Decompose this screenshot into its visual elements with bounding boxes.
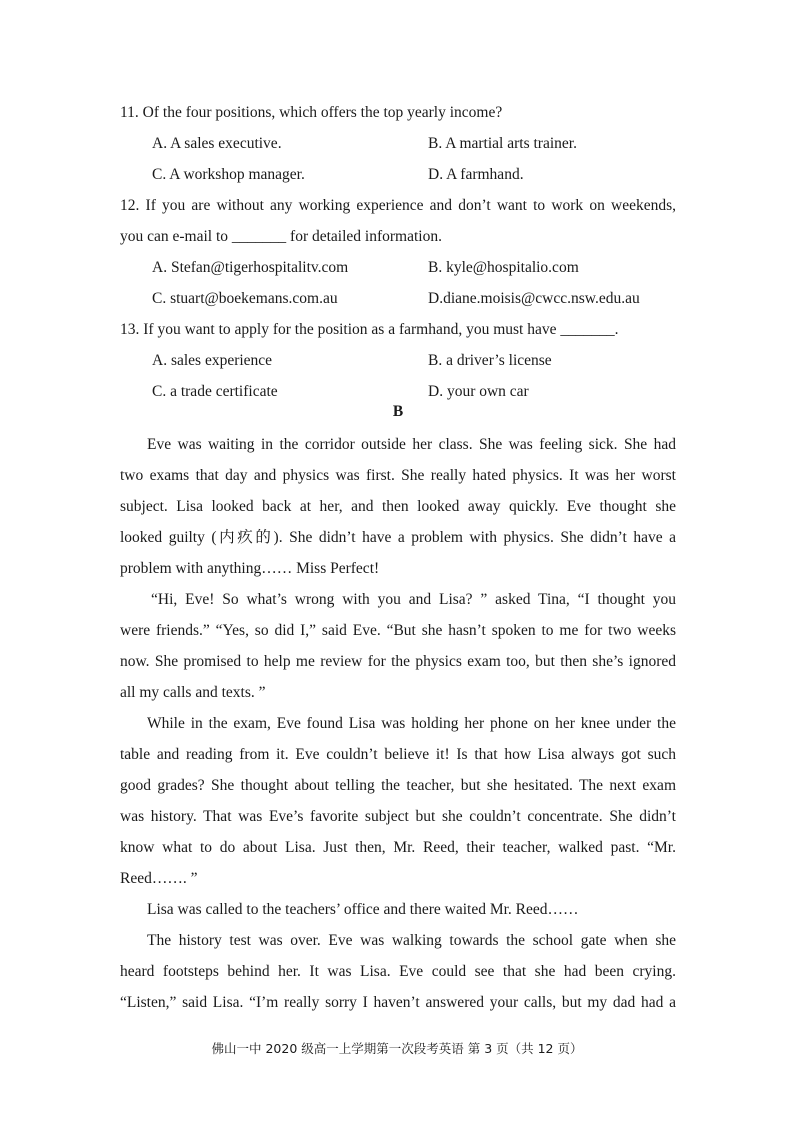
question-12-option-d: D.diane.moisis@cwcc.nsw.edu.au <box>428 290 640 307</box>
question-12-stem-line-1: 12. If you are without any working experience and don’t want to work on weekends, <box>120 197 676 214</box>
passage-line: all my calls and texts. ” <box>120 684 266 701</box>
passage-line: were friends.” “Yes, so did I,” said Eve. “But she hasn’t spoken to me for two weeks <box>120 622 676 639</box>
question-13-stem: 13. If you want to apply for the position as a farmhand, you must have _______. <box>120 321 619 338</box>
passage-line: While in the exam, Eve found Lisa was holding her phone on her knee under the <box>147 715 676 732</box>
question-13-options-row-2 <box>120 376 676 407</box>
passage-line: subject. Lisa looked back at her, and then looked away quickly. Eve thought she <box>120 498 676 515</box>
passage-line: table and reading from it. Eve couldn’t believe it! Is that how Lisa always got such <box>120 746 676 763</box>
page-footer: 佛山一中 2020 级高一上学期第一次段考英语 第 3 页（共 12 页） <box>211 1041 583 1056</box>
section-b-heading: B <box>392 403 404 420</box>
exam-page <box>120 97 676 1018</box>
question-13-option-a: A. sales experience <box>152 352 273 369</box>
question-11-option-c: C. A workshop manager. <box>152 166 305 183</box>
question-12-stem-line-2: you can e-mail to _______ for detailed information. <box>120 228 442 245</box>
passage-line: two exams that day and physics was first. She really hated physics. It was her worst <box>120 467 676 484</box>
passage-line: know what to do about Lisa. Just then, Mr. Reed, their teacher, walked past. “Mr. <box>120 839 676 856</box>
passage-line: was history. That was Eve’s favorite subject but she couldn’t concentrate. She didn’t <box>120 808 676 825</box>
passage-line: The history test was over. Eve was walking towards the school gate when she <box>147 932 676 949</box>
question-11-option-a: A. A sales executive. <box>152 135 282 152</box>
passage-line: Lisa was called to the teachers’ office and there waited Mr. Reed…… <box>147 901 579 918</box>
passage-line: heard footsteps behind her. It was Lisa. Eve could see that she had been crying. <box>120 963 676 980</box>
passage-line: “Hi, Eve! So what’s wrong with you and Lisa? ” asked Tina, “I thought you <box>151 591 676 608</box>
question-11-option-b: B. A martial arts trainer. <box>428 135 577 152</box>
question-12-option-c: C. stuart@boekemans.com.au <box>152 290 338 307</box>
passage-line: Reed……. ” <box>120 870 198 887</box>
passage-line: now. She promised to help me review for the physics exam too, but then she’s ignored <box>120 653 676 670</box>
question-13-option-d: D. your own car <box>428 383 529 400</box>
passage-line: “Listen,” said Lisa. “I’m really sorry I haven’t answered your calls, but my dad had a <box>120 994 676 1011</box>
passage-line: good grades? She thought about telling the teacher, but she hesitated. The next exam <box>120 777 676 794</box>
question-11-option-d: D. A farmhand. <box>428 166 524 183</box>
passage-b <box>120 429 676 1018</box>
question-12-options-row-1 <box>120 252 676 283</box>
question-11-options-row-1 <box>120 128 676 159</box>
passage-line: looked guilty (内疚的). She didn’t have a problem with physics. She didn’t have a <box>120 529 676 546</box>
passage-line: problem with anything…… Miss Perfect! <box>120 560 380 577</box>
question-11-stem: 11. Of the four positions, which offers the top yearly income? <box>120 104 503 121</box>
question-13-options-row-1 <box>120 345 676 376</box>
question-12-option-b: B. kyle@hospitalio.com <box>428 259 579 276</box>
passage-line: Eve was waiting in the corridor outside her class. She was feeling sick. She had <box>147 436 676 453</box>
question-12-options-row-2 <box>120 283 676 314</box>
question-13-option-c: C. a trade certificate <box>152 383 278 400</box>
question-13-option-b: B. a driver’s license <box>428 352 552 369</box>
question-11-options-row-2 <box>120 159 676 190</box>
question-12-option-a: A. Stefan@tigerhospitalitv.com <box>152 259 349 276</box>
